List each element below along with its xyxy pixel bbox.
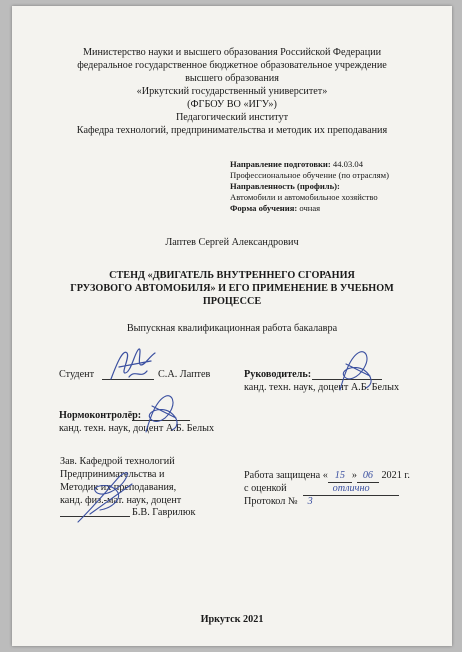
direction-code: 44.03.04 — [332, 159, 363, 169]
higher-ed-line: высшего образования — [185, 73, 279, 84]
fed-line: федеральное государственное бюджетное образовательное учреждение — [77, 60, 387, 71]
form-line — [230, 203, 320, 214]
university-line: «Иркутский государственный университет» — [136, 86, 328, 97]
head-line-2: Предпринимательства и — [60, 469, 165, 480]
head-line-3: Методик их преподавания, — [60, 482, 177, 493]
head-line-4: канд. физ.-мат. наук, доцент — [60, 495, 182, 506]
grade-label: с оценкой — [244, 483, 287, 494]
thesis-title-line-1: СТЕНД «ДВИГАТЕЛЬ ВНУТРЕННЕГО СГОРАНИЯ — [109, 270, 355, 281]
work-type: Выпускная квалификационная работа бакалавра — [126, 323, 338, 334]
head-name: Б.В. Гаврилюк — [132, 507, 196, 518]
defense-month-sep: » — [351, 470, 357, 481]
grade-value: отлично — [303, 482, 399, 496]
supervisor-name: канд. техн. наук, доцент А.Б. Белых — [244, 382, 400, 393]
protocol-label: Протокол № — [244, 496, 298, 507]
abbrev-line: (ФГБОУ ВО «ИГУ») — [187, 99, 277, 110]
ministry-line: Министерство науки и высшего образования Российской Федерации — [82, 47, 382, 58]
department-line: Кафедра технологий, предпринимательства и методик их преподавания — [76, 125, 388, 136]
form-value: очная — [299, 203, 321, 213]
normcontrol-name: канд. техн. наук, доцент А.Б. Белых — [59, 423, 215, 434]
defense-month: 06 — [357, 469, 379, 483]
direction-line — [230, 159, 363, 170]
institute-line: Педагогический институт — [175, 112, 289, 123]
normcontrol-signature — [138, 390, 188, 438]
thesis-title-line-3: ПРОЦЕССЕ — [202, 296, 262, 307]
head-signature — [72, 464, 142, 528]
profile-value: Автомобили и автомобильное хозяйство — [230, 192, 378, 202]
student-name: С.А. Лаптев — [158, 369, 211, 380]
supervisor-label: Руководитель: — [244, 369, 312, 380]
thesis-title-line-2: ГРУЗОВОГО АВТОМОБИЛЯ» И ЕГО ПРИМЕНЕНИЕ В УЧЕБНОМ — [70, 283, 394, 294]
student-label: Студент — [59, 369, 95, 380]
author-name: Лаптев Сергей Александрович — [165, 237, 299, 248]
title-page — [12, 6, 452, 646]
protocol-number: 3 — [307, 496, 313, 507]
form-label: Форма обучения: — [230, 203, 298, 213]
protocol-line — [244, 495, 318, 508]
defense-label: Работа защищена « — [244, 470, 328, 481]
defense-year: 2021 г. — [381, 470, 410, 481]
head-line-1: Зав. Кафедрой технологий — [60, 456, 175, 467]
footer-city-year: Иркутск 2021 — [200, 614, 264, 625]
profile-label: Направленность (профиль): — [230, 181, 340, 191]
defense-day: 15 — [328, 469, 352, 483]
defense-line — [244, 469, 410, 483]
student-signature — [105, 343, 161, 385]
normcontrol-label: Нормоконтролёр: — [59, 410, 142, 421]
grade-line — [244, 482, 399, 496]
supervisor-signature — [330, 346, 380, 396]
training-line: Профессиональное обучение (по отраслям) — [230, 170, 389, 180]
direction-label: Направление подготовки: — [230, 159, 331, 169]
